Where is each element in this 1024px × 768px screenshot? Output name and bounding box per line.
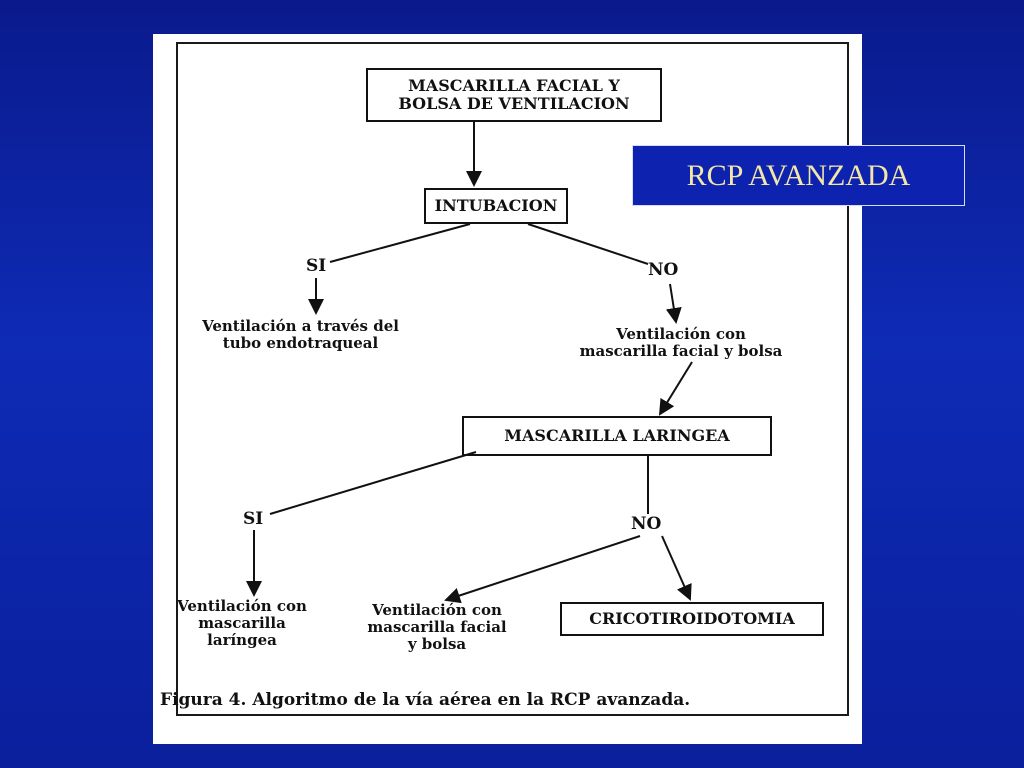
line-intubacion-to-no: [528, 224, 648, 264]
figure-caption: Figura 4. Algoritmo de la vía aérea en la RCP avanzada.: [160, 690, 691, 710]
node-text-line: Ventilación con: [616, 325, 746, 343]
line-intubacion-to-si: [330, 224, 470, 262]
node-text-line: Ventilación con: [372, 601, 502, 619]
arrow-no-to-cricotiroidotomia: [662, 536, 690, 599]
slide-title: RCP AVANZADA: [686, 158, 911, 192]
node-text-line: mascarilla facial y bolsa: [579, 342, 783, 360]
node-text-line: mascarilla: [198, 614, 286, 632]
node-text-line: laríngea: [207, 631, 277, 649]
node-text-line: Ventilación con: [177, 597, 307, 615]
node-text-line: mascarilla facial: [367, 618, 507, 636]
node-text-line: MASCARILLA FACIAL Y: [408, 76, 620, 95]
label-si-1: SI: [306, 256, 327, 276]
slide-title-badge: [632, 145, 965, 206]
line-laringea-to-si: [270, 452, 476, 514]
arrow-vent-mascarilla-to-laringea: [660, 362, 692, 414]
node-text-line: BOLSA DE VENTILACION: [398, 94, 630, 113]
arrow-no-to-vent-mascarilla-2: [446, 536, 640, 600]
node-text-line: tubo endotraqueal: [222, 334, 379, 352]
node-text-line: y bolsa: [407, 635, 467, 653]
label-si-2: SI: [243, 509, 264, 529]
node-text: INTUBACION: [434, 196, 558, 215]
label-no-2: NO: [631, 514, 662, 534]
label-no-1: NO: [648, 260, 679, 280]
node-text: MASCARILLA LARINGEA: [504, 426, 730, 445]
node-text-line: Ventilación a través del: [202, 317, 399, 335]
arrow-no-to-vent-mascarilla: [670, 284, 676, 322]
node-text: CRICOTIROIDOTOMIA: [589, 609, 795, 628]
